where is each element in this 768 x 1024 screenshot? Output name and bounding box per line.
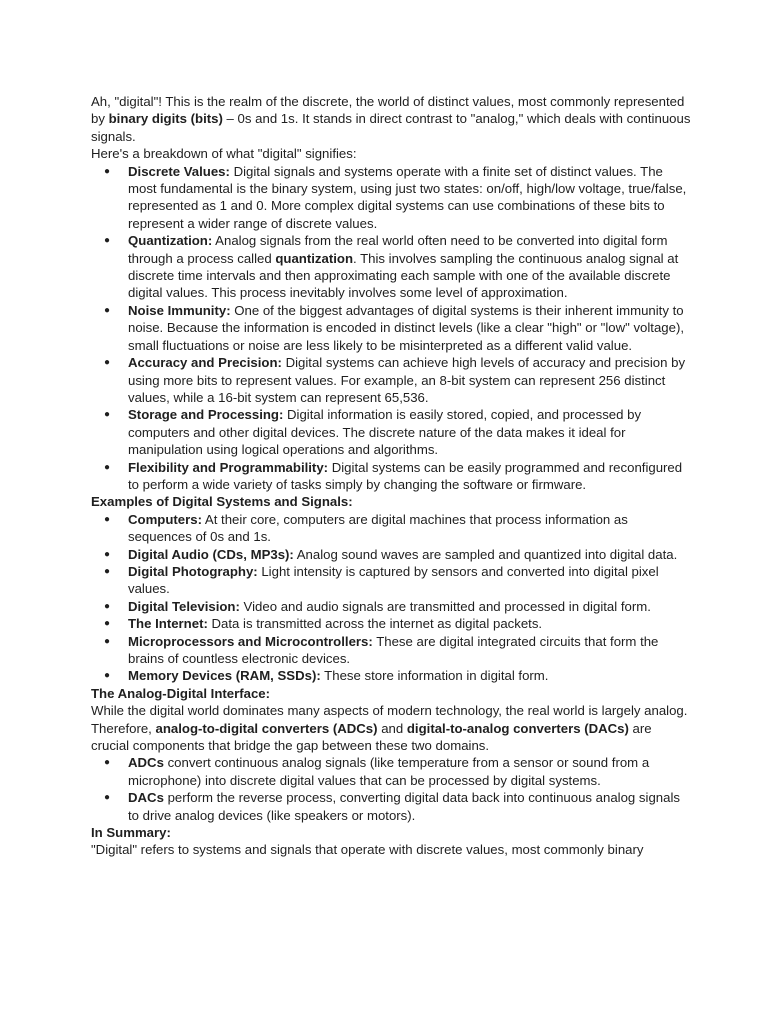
list-item-text: Digital systems can be easily programmed and reconfigured to perform a wide variety of tasks simply by changing the software or firmware. bbox=[128, 459, 683, 492]
document-body bbox=[91, 93, 691, 859]
list-item-term: Digital Photography: bbox=[128, 563, 258, 579]
summary-paragraph: "Digital" refers to systems and signals that operate with discrete values, most commonly binary bbox=[91, 842, 644, 858]
intro-text: – 0s and 1s. It stands in direct contrast to "analog," which deals with continuous signals. bbox=[91, 111, 691, 144]
list-item bbox=[91, 667, 691, 684]
list-item bbox=[91, 789, 691, 824]
list-item bbox=[91, 163, 691, 233]
list-item bbox=[91, 406, 691, 458]
list-item-text: convert continuous analog signals (like temperature from a sensor or sound from a microphone) into discrete digital values that can be processed by digital systems. bbox=[128, 755, 650, 788]
converters-list bbox=[91, 754, 691, 824]
list-item-term: The Internet: bbox=[128, 616, 208, 632]
list-item-text: These store information in digital form. bbox=[320, 668, 549, 684]
list-item-text: . This involves sampling the continuous analog signal at discrete time intervals and then approximating each sample with one of the available discrete digital values. This process inevitably involves some level of approximation. bbox=[128, 250, 679, 301]
list-item-term: ADCs bbox=[128, 755, 164, 771]
examples-heading: Examples of Digital Systems and Signals: bbox=[91, 494, 353, 510]
interface-text: While the digital world dominates many aspects of modern technology, the real world is largely analog. Therefore, bbox=[91, 703, 688, 736]
list-item-text: Digital information is easily stored, copied, and processed by computers and other digital devices. The discrete nature of the data makes it ideal for manipulation using logical operations and algorithms. bbox=[128, 407, 642, 458]
list-item-term: Flexibility and Programmability: bbox=[128, 459, 329, 475]
intro-text: Ah, "digital"! This is the realm of the discrete, the world of distinct values, most commonly represented by bbox=[91, 94, 685, 127]
list-item-text: Digital systems can achieve high levels of accuracy and precision by using more bits to represent values. For example, an 8-bit system can represent 256 distinct values, while a 16-bit system can represent 65,536. bbox=[128, 355, 686, 405]
list-item-text: Analog sound waves are sampled and quantized into digital data. bbox=[293, 546, 678, 562]
list-item-text: One of the biggest advantages of digital systems is their inherent immunity to noise. Because the information is encoded in distinct levels (like a clear "high" or "low" voltage), small fluctuations or noise are less likely to be misinterpreted as a different valid value. bbox=[128, 302, 685, 353]
list-item-term: Digital Audio (CDs, MP3s): bbox=[128, 546, 294, 562]
interface-text: are crucial components that bridge the gap between these two domains. bbox=[91, 720, 652, 754]
interface-paragraph bbox=[91, 702, 691, 754]
intro-bold-term: binary digits (bits) bbox=[108, 111, 223, 127]
list-item bbox=[91, 546, 691, 563]
list-item-text: Light intensity is captured by sensors and converted into digital pixel values. bbox=[128, 563, 659, 597]
list-item-text: Data is transmitted across the internet as digital packets. bbox=[207, 616, 543, 632]
interface-bold-term: analog-to-digital converters (ADCs) bbox=[155, 720, 378, 736]
list-item-bold: quantization bbox=[275, 250, 354, 266]
list-item bbox=[91, 563, 691, 598]
list-item-term: Storage and Processing: bbox=[128, 407, 284, 423]
list-item bbox=[91, 354, 691, 406]
list-item bbox=[91, 511, 691, 546]
interface-text: and bbox=[377, 720, 407, 736]
examples-list bbox=[91, 511, 691, 685]
list-item-term: Noise Immunity: bbox=[128, 302, 231, 318]
interface-heading: The Analog-Digital Interface: bbox=[91, 685, 271, 701]
breakdown-intro: Here's a breakdown of what "digital" signifies: bbox=[91, 146, 357, 162]
list-item-text: Video and audio signals are transmitted and processed in digital form. bbox=[239, 598, 651, 614]
list-item-term: Accuracy and Precision: bbox=[128, 355, 282, 371]
list-item-term: Microprocessors and Microcontrollers: bbox=[128, 633, 373, 649]
list-item-term: Computers: bbox=[128, 511, 202, 527]
list-item-term: Discrete Values: bbox=[128, 163, 230, 179]
list-item-term: Digital Television: bbox=[128, 598, 240, 614]
breakdown-list bbox=[91, 163, 691, 494]
list-item bbox=[91, 615, 691, 632]
list-item bbox=[91, 302, 691, 354]
list-item-text: At their core, computers are digital machines that process information as sequences of 0s and 1s. bbox=[128, 511, 628, 545]
list-item-term: DACs bbox=[128, 790, 164, 806]
list-item-text: Analog signals from the real world often need to be converted into digital form through a process called bbox=[128, 233, 668, 266]
list-item-term: Quantization: bbox=[128, 233, 213, 249]
list-item bbox=[91, 633, 691, 668]
list-item-text: perform the reverse process, converting digital data back into continuous analog signals to drive analog devices (like speakers or motors). bbox=[128, 790, 680, 823]
list-item-text: These are digital integrated circuits that form the brains of countless electronic devices. bbox=[128, 633, 659, 666]
intro-paragraph bbox=[91, 93, 691, 145]
interface-bold-term: digital-to-analog converters (DACs) bbox=[406, 720, 629, 736]
summary-heading: In Summary: bbox=[91, 825, 171, 841]
list-item bbox=[91, 232, 691, 302]
list-item bbox=[91, 459, 691, 494]
list-item bbox=[91, 754, 691, 789]
list-item-term: Memory Devices (RAM, SSDs): bbox=[128, 668, 321, 684]
list-item-text: Digital signals and systems operate with a finite set of distinct values. The most fundamental is the binary system, using just two states: on/off, high/low voltage, true/false, represented as 1 and 0. More complex digital systems can use combinations of these bits to represent a wider range of discrete values. bbox=[128, 163, 687, 231]
list-item bbox=[91, 598, 691, 615]
